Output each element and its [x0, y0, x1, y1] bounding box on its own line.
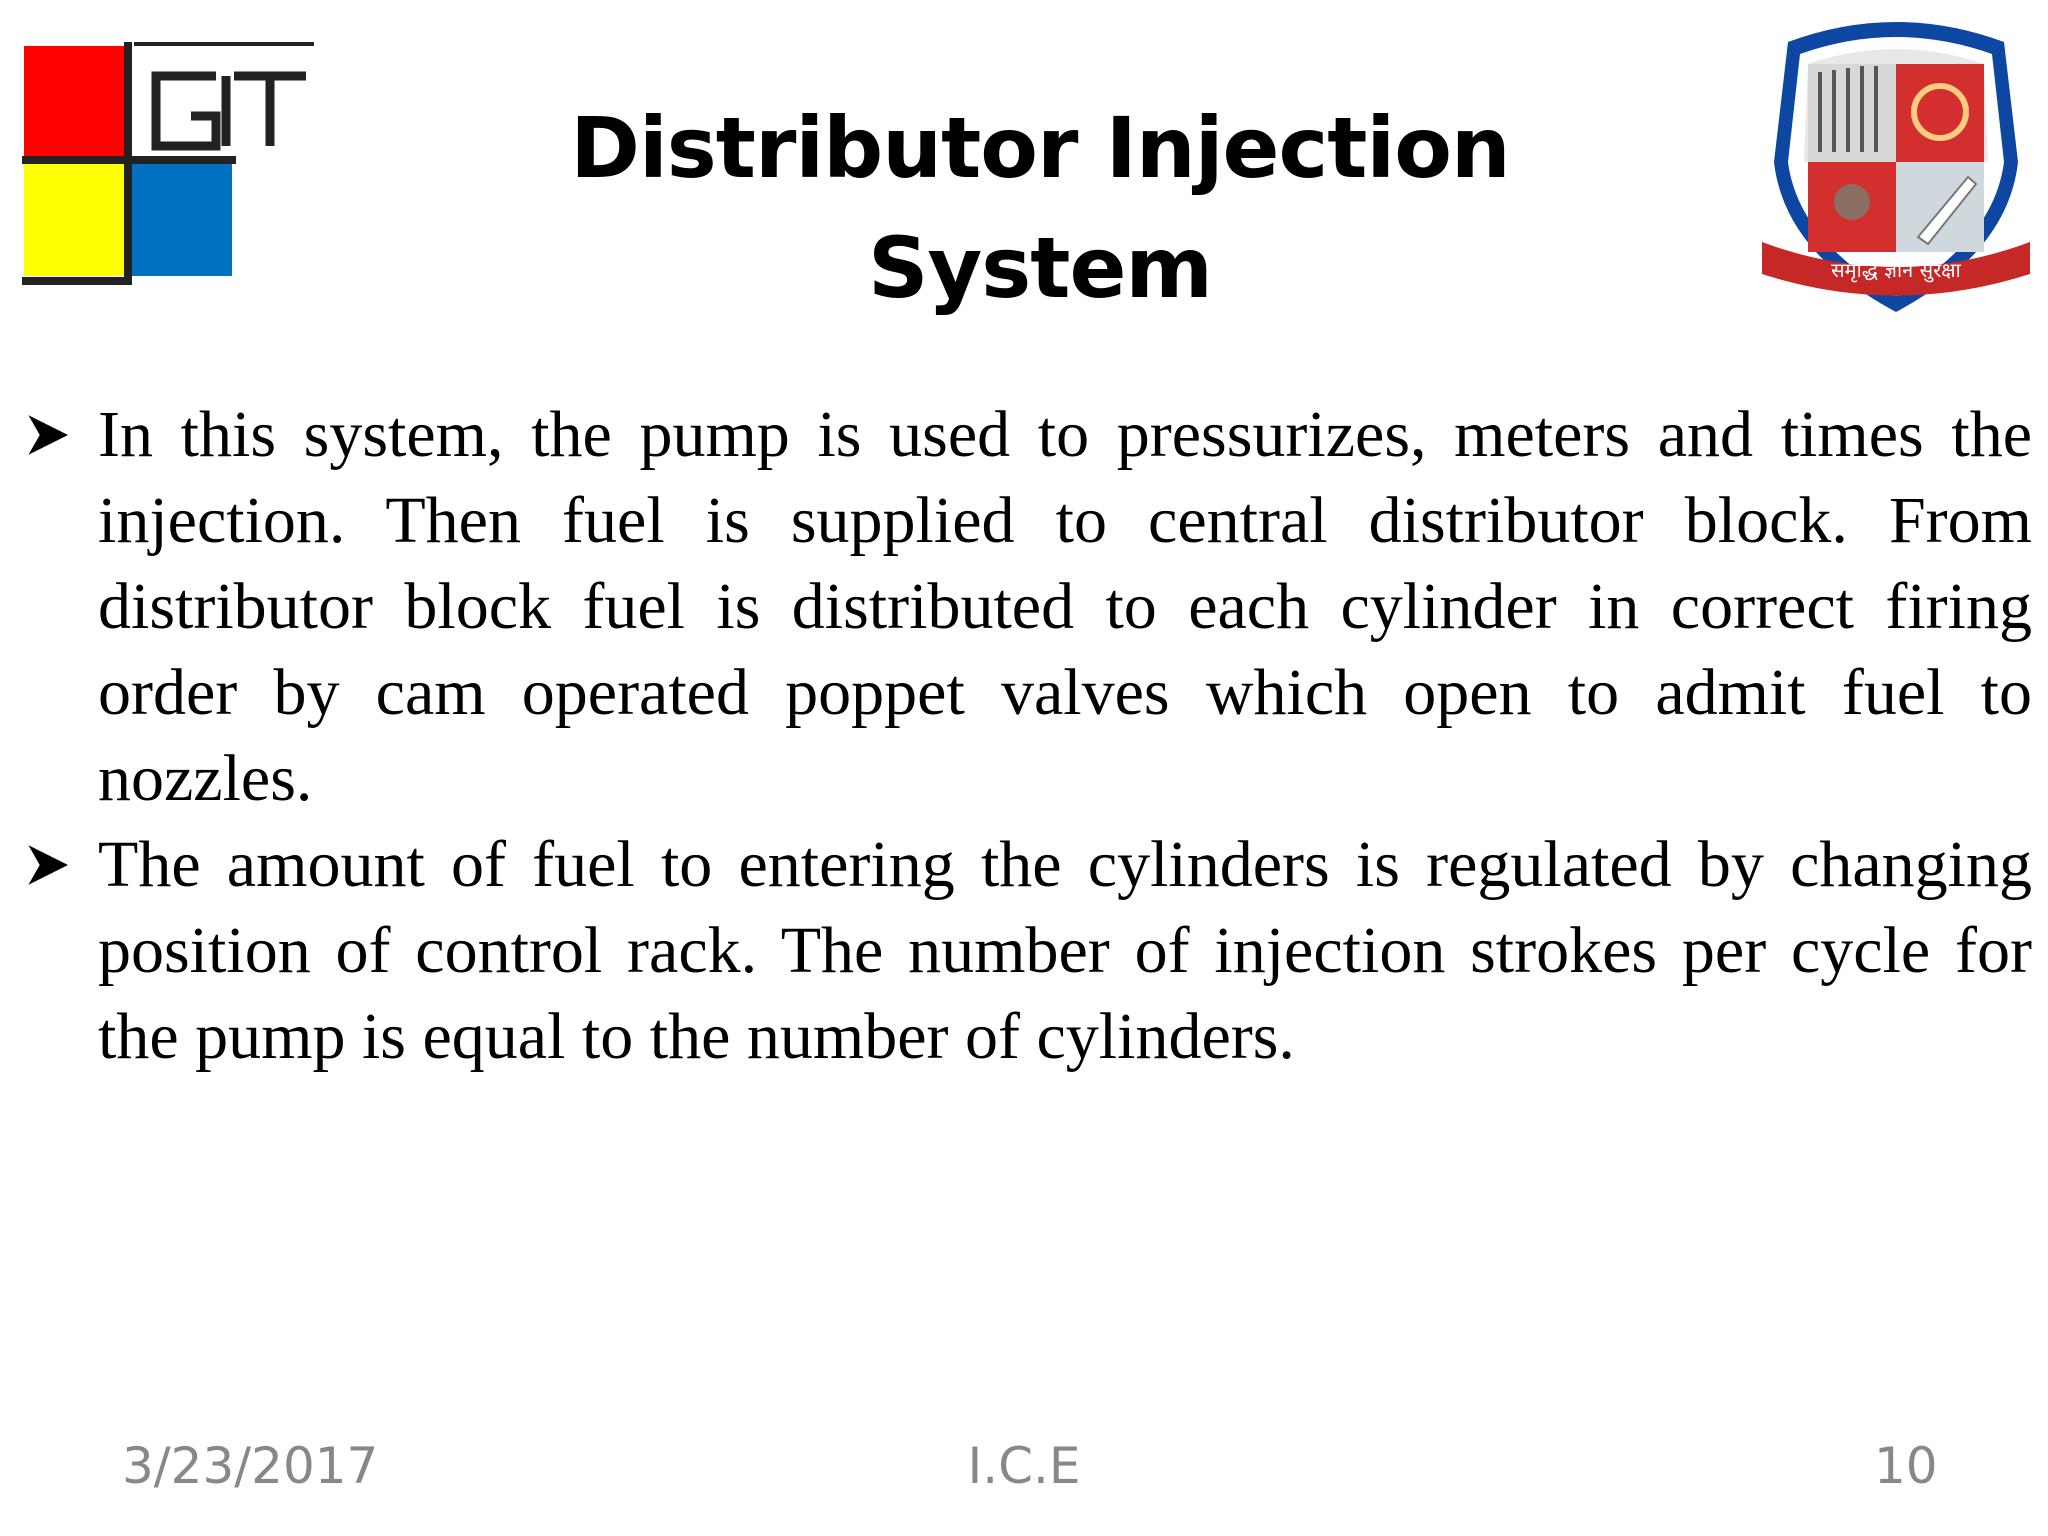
- slide-title: [460, 88, 1620, 328]
- bullet-list: [0, 392, 2048, 1080]
- gtu-crest-logo: [1748, 12, 2044, 322]
- git-logo: [16, 36, 316, 286]
- bullet-item: [0, 392, 2048, 822]
- arrow-bullet-icon: [22, 840, 72, 890]
- slide-title-line-1: Distributor Injection: [570, 99, 1510, 197]
- bullet-item: [0, 822, 2048, 1080]
- arrow-bullet-icon: [22, 410, 72, 460]
- svg-text:समृद्धि ज्ञान सुरक्षा: समृद्धि ज्ञान सुरक्षा: [1831, 258, 1961, 282]
- footer-date: 3/23/2017: [122, 1437, 379, 1495]
- slide-title-line-2: System: [868, 219, 1212, 317]
- bullet-text: In this system, the pump is used to pressurizes, meters and times the injection. Then fuel is supplied to central distributor block. From distributor block fuel is distributed to each cylinder in correct firing order by cam operated poppet valves which open to admit fuel to nozzles.: [98, 398, 2032, 815]
- footer-page-number: 10: [1874, 1437, 1938, 1495]
- footer-title: I.C.E: [967, 1437, 1081, 1495]
- bullet-text: The amount of fuel to entering the cylinders is regulated by changing position of control rack. The number of injection strokes per cycle for the pump is equal to the number of cylinders.: [98, 828, 2032, 1073]
